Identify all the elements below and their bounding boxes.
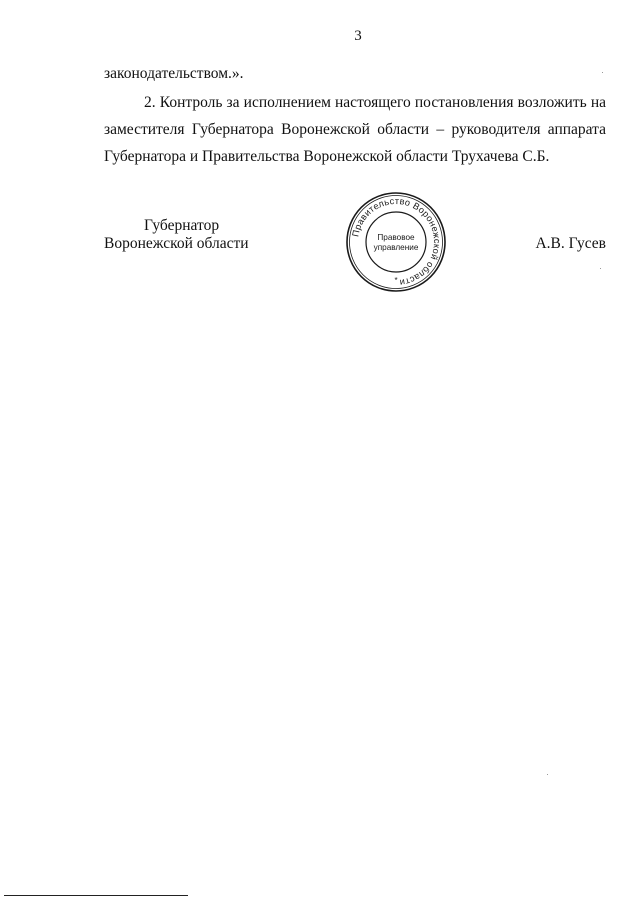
signer-name: А.В. Гусев [535, 235, 606, 252]
seal-ring-text: Правительство Воронежской области [350, 195, 443, 288]
paragraph-control-clause: 2. Контроль за исполнением настоящего постановления возложить на заместителя Губернатора Воронежской области – руководителя аппарата Губернатора и Правительства Воронежской области Трухачева С.Б. [104, 94, 606, 165]
official-seal [344, 190, 448, 294]
page-number: 3 [354, 28, 362, 44]
scan-artifact [600, 268, 601, 269]
seal-center-line-2: управление [373, 243, 419, 252]
scan-artifact [602, 72, 603, 73]
seal-center-line-1: Правовое [377, 233, 415, 242]
scan-artifact [547, 774, 548, 775]
signer-title: Губернатор [144, 217, 220, 234]
signer-position [104, 217, 264, 253]
seal-star-mark: * [394, 276, 398, 285]
paragraph-continuation: законодательством.». [104, 65, 244, 82]
signer-region: Воронежской области [104, 235, 249, 252]
footer-rule [4, 895, 188, 896]
seal-inner-ring [366, 212, 426, 272]
